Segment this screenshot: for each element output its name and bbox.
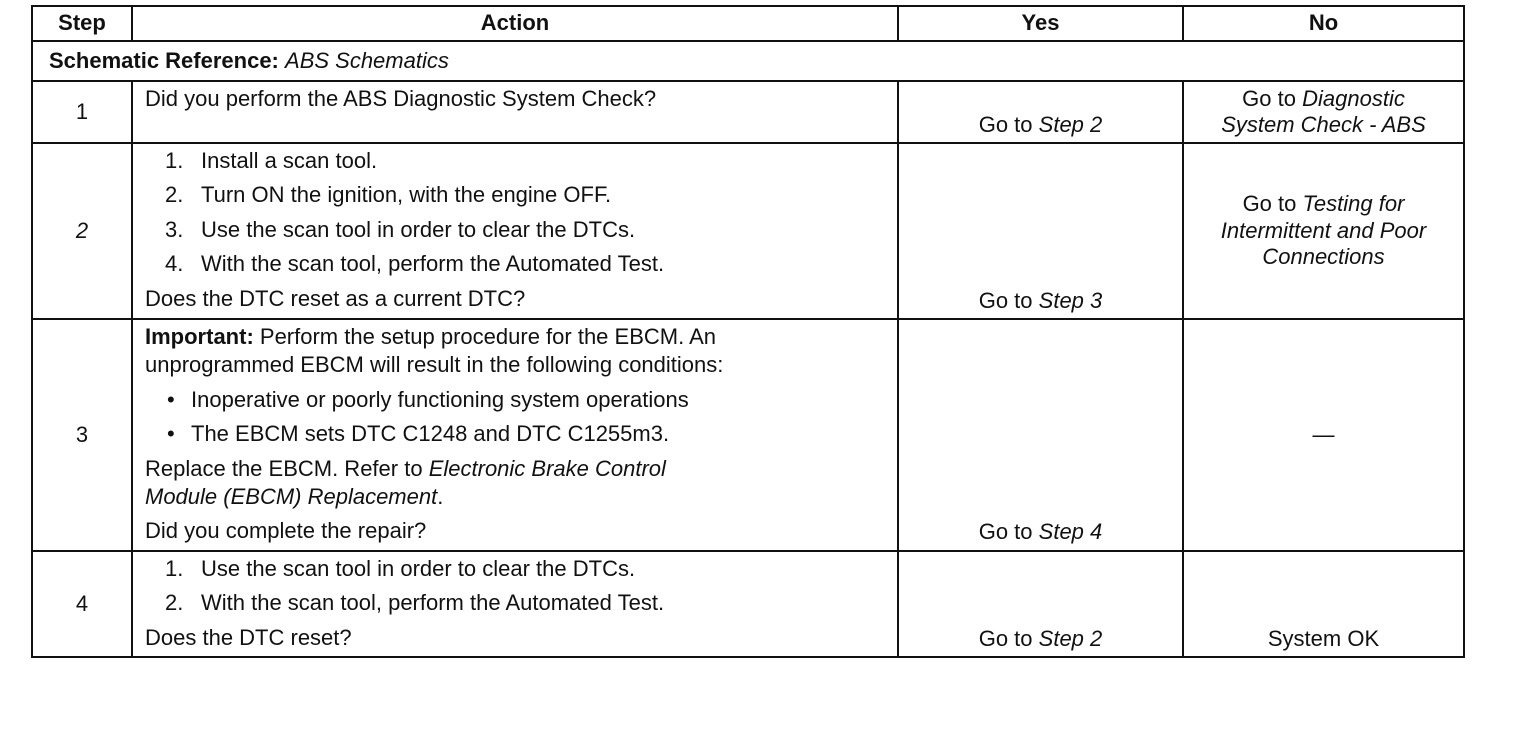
- schematic-reference-label: Schematic Reference:: [49, 47, 279, 73]
- item-number: 2.: [165, 590, 184, 616]
- action-question: Did you complete the repair?: [145, 518, 427, 544]
- yes-cell: [898, 551, 1183, 657]
- header-yes: Yes: [898, 6, 1183, 41]
- no-prefix: Go to: [1242, 191, 1297, 217]
- table-row: [32, 319, 1464, 551]
- numbered-item: [145, 251, 887, 277]
- yes-cell: [898, 143, 1183, 319]
- no-prefix: Go to: [1242, 85, 1296, 111]
- yes-step-link[interactable]: Step 2: [1038, 625, 1103, 651]
- no-cell: [1183, 143, 1464, 319]
- action-cell: [132, 551, 898, 657]
- yes-step-link[interactable]: Step 2: [1038, 111, 1103, 137]
- step-number: 1: [32, 81, 132, 143]
- item-number: 3.: [165, 216, 184, 242]
- item-text: Turn ON the ignition, with the engine OFF.: [201, 182, 612, 208]
- step-number: 3: [32, 319, 132, 551]
- yes-cell: [898, 81, 1183, 143]
- no-cell: [1183, 319, 1464, 551]
- item-number: 1.: [165, 555, 184, 581]
- yes-prefix: Go to: [978, 111, 1033, 137]
- item-text: Use the scan tool in order to clear the DTCs.: [201, 555, 636, 581]
- action-cell: [132, 81, 898, 143]
- no-link-part[interactable]: Diagnostic: [1302, 85, 1405, 111]
- bullet-item: [145, 421, 887, 447]
- replace-instruction: [145, 456, 887, 482]
- item-text: Install a scan tool.: [201, 148, 378, 173]
- action-question: Does the DTC reset?: [145, 624, 352, 650]
- item-text: With the scan tool, perform the Automated Test.: [201, 251, 665, 277]
- action-question: Did you perform the ABS Diagnostic System Check?: [145, 86, 657, 111]
- action-cell: [132, 143, 898, 319]
- yes-prefix: Go to: [978, 519, 1033, 545]
- numbered-item: [145, 556, 887, 582]
- no-link-part[interactable]: Connections: [1262, 244, 1385, 270]
- no-cell: [1183, 551, 1464, 657]
- numbered-item: [145, 590, 887, 616]
- important-label: Important:: [145, 324, 254, 349]
- no-cell: [1183, 81, 1464, 143]
- no-dash: —: [1312, 421, 1335, 447]
- yes-prefix: Go to: [978, 287, 1033, 313]
- schematic-reference: [32, 41, 1464, 81]
- header-action: Action: [132, 6, 898, 41]
- numbered-item: [145, 217, 887, 243]
- schematic-reference-row: [32, 41, 1464, 81]
- step-number: 4: [32, 551, 132, 657]
- item-number: 2.: [165, 182, 184, 208]
- replace-text: Replace the EBCM. Refer to: [145, 455, 423, 481]
- table-row: [32, 143, 1464, 319]
- important-note: [145, 324, 887, 350]
- numbered-item: [145, 182, 887, 208]
- yes-step-link[interactable]: Step 4: [1038, 519, 1103, 545]
- header-no: No: [1183, 6, 1464, 41]
- header-step: Step: [32, 6, 132, 41]
- no-link-part[interactable]: Intermittent and Poor: [1220, 217, 1427, 243]
- numbered-item: [145, 148, 887, 174]
- no-link-part[interactable]: Testing for: [1302, 191, 1405, 217]
- important-text: unprogrammed EBCM will result in the following conditions:: [145, 352, 724, 378]
- table-header-row: [32, 6, 1464, 41]
- replace-link[interactable]: Module (EBCM) Replacement: [145, 483, 438, 509]
- bullet-icon: •: [167, 386, 175, 412]
- step-number: 2: [32, 143, 132, 319]
- item-number: 1.: [165, 148, 184, 173]
- replace-instruction-cont: Module (EBCM) Replacement.: [145, 483, 444, 509]
- schematic-reference-link[interactable]: ABS Schematics: [285, 47, 449, 73]
- bullet-text: Inoperative or poorly functioning system operations: [191, 386, 689, 412]
- action-question: Does the DTC reset as a current DTC?: [145, 285, 526, 311]
- diagnostic-table: [31, 5, 1465, 658]
- yes-cell: [898, 319, 1183, 551]
- important-text: Perform the setup procedure for the EBCM. An: [259, 324, 717, 349]
- yes-prefix: Go to: [978, 625, 1033, 651]
- table-row: [32, 551, 1464, 657]
- bullet-item: [145, 387, 887, 413]
- bullet-icon: •: [167, 421, 175, 447]
- item-text: Use the scan tool in order to clear the DTCs.: [201, 216, 636, 242]
- no-result: System OK: [1267, 625, 1380, 651]
- no-link-part[interactable]: System Check - ABS: [1221, 112, 1426, 137]
- bullet-text: The EBCM sets DTC C1248 and DTC C1255m3.: [191, 421, 670, 447]
- table-row: [32, 81, 1464, 143]
- action-cell: [132, 319, 898, 551]
- yes-step-link[interactable]: Step 3: [1038, 287, 1103, 313]
- replace-link[interactable]: Electronic Brake Control: [428, 455, 666, 481]
- item-text: With the scan tool, perform the Automated Test.: [201, 590, 665, 616]
- item-number: 4.: [165, 251, 184, 277]
